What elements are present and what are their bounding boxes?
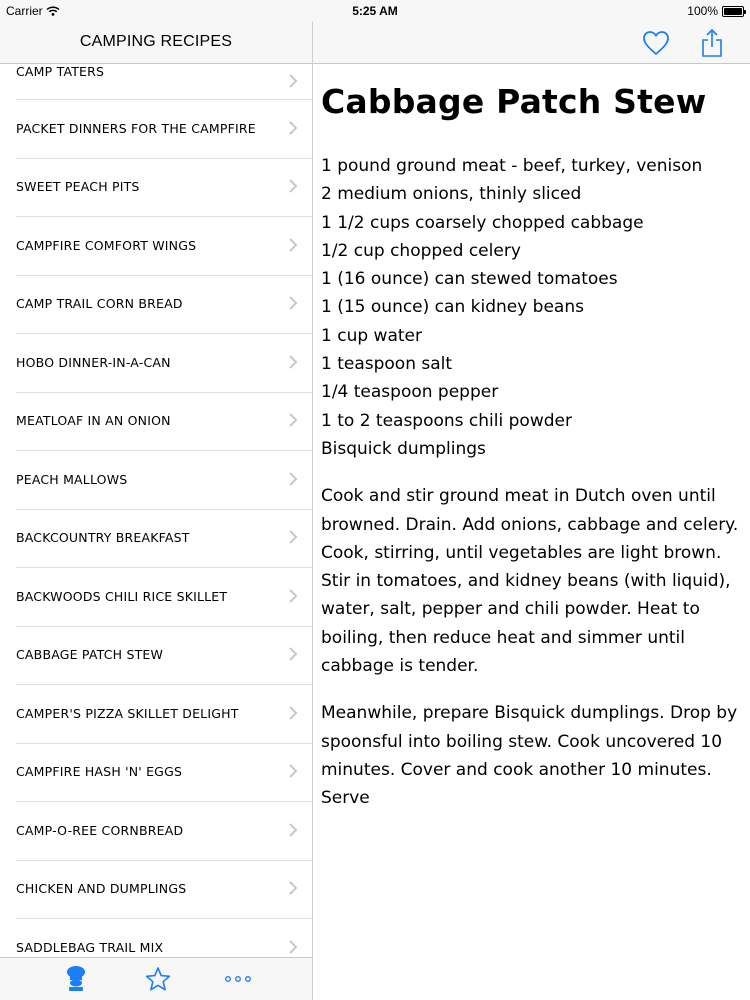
chevron-right-icon xyxy=(288,178,298,194)
ingredient-item: 1 to 2 teaspoons chili powder xyxy=(321,410,572,431)
detail-navigation-bar xyxy=(313,22,750,64)
chevron-right-icon xyxy=(288,412,298,428)
list-item-label: PACKET DINNERS FOR THE CAMPFIRE xyxy=(16,120,256,136)
chevron-right-icon xyxy=(288,763,298,779)
heart-icon xyxy=(642,30,670,56)
directions-paragraph: Cook and stir ground meat in Dutch oven until browned. Drain. Add onions, cabbage and celery. Cook, stirring, until vegetables are light brown. Stir in tomatoes, and kidney beans (with liquid), water, salt, pepper and chili powder. Heat to boiling, then reduce heat and simmer until cabbage is tender. xyxy=(321,486,739,677)
master-title: CAMPING RECIPES xyxy=(79,33,233,50)
list-item[interactable] xyxy=(16,159,312,218)
chevron-right-icon xyxy=(288,705,298,721)
star-icon xyxy=(145,966,171,992)
list-item-selected[interactable] xyxy=(16,627,312,686)
ingredient-item: 1/2 cup chopped celery xyxy=(321,240,521,261)
ingredient-item: 1/4 teaspoon pepper xyxy=(321,382,499,403)
favorite-button[interactable] xyxy=(639,26,673,60)
list-item-label: CAMP TRAIL CORN BREAD xyxy=(16,296,183,311)
ingredient-item: 1 (16 ounce) can stewed tomatoes xyxy=(321,269,618,290)
ingredient-item: 1 (15 ounce) can kidney beans xyxy=(321,297,584,318)
tab-bar xyxy=(0,957,312,1000)
ingredient-item: 1 teaspoon salt xyxy=(321,354,453,375)
recipe-list[interactable] xyxy=(0,64,312,957)
list-item[interactable] xyxy=(16,64,312,100)
chevron-right-icon xyxy=(288,237,298,253)
share-icon xyxy=(701,28,723,58)
list-item-label: BACKWOODS CHILI RICE SKILLET xyxy=(16,588,228,604)
chef-icon xyxy=(64,965,88,993)
battery xyxy=(687,4,744,18)
list-item-label: BACKCOUNTRY BREAKFAST xyxy=(16,530,190,545)
list-item-label: MEATLOAF IN AN ONION xyxy=(16,413,171,428)
chevron-right-icon xyxy=(288,120,298,136)
tab-favorites[interactable] xyxy=(142,964,174,994)
chevron-right-icon xyxy=(288,939,298,955)
list-item[interactable] xyxy=(16,802,312,861)
recipe-title: Cabbage Patch Stew xyxy=(321,82,707,121)
list-item-label: SWEET PEACH PITS xyxy=(16,179,140,194)
chevron-right-icon xyxy=(288,822,298,838)
list-item[interactable] xyxy=(16,217,312,276)
list-item-label: CAMPFIRE HASH 'N' EGGS xyxy=(16,764,183,779)
list-item[interactable] xyxy=(16,393,312,452)
list-item[interactable] xyxy=(16,919,312,957)
chevron-right-icon xyxy=(288,880,298,896)
list-item[interactable] xyxy=(16,276,312,335)
chevron-right-icon xyxy=(288,646,298,662)
list-item[interactable] xyxy=(16,100,312,159)
carrier-label: Carrier xyxy=(6,4,43,18)
list-item[interactable] xyxy=(16,451,312,510)
list-item[interactable] xyxy=(16,744,312,803)
master-navigation-bar xyxy=(0,22,312,64)
battery-icon xyxy=(722,6,744,17)
list-item-label: PEACH MALLOWS xyxy=(16,471,128,487)
list-item-label: CAMPER'S PIZZA SKILLET DELIGHT xyxy=(16,705,239,721)
chevron-right-icon xyxy=(288,295,298,311)
chevron-right-icon xyxy=(288,354,298,370)
tab-more[interactable] xyxy=(222,964,254,994)
ingredient-item: 2 medium onions, thinly sliced xyxy=(321,184,582,205)
battery-percent: 100% xyxy=(687,4,718,18)
ingredient-item: 1 cup water xyxy=(321,325,422,346)
recipe-detail xyxy=(321,72,741,813)
list-item-label: CAMP-O-REE CORNBREAD xyxy=(16,822,184,838)
tab-recipes[interactable] xyxy=(60,964,92,994)
list-item-label: CAMP TATERS xyxy=(16,64,105,79)
list-item-label: CAMPFIRE COMFORT WINGS xyxy=(16,237,197,253)
list-item-label: CHICKEN AND DUMPLINGS xyxy=(16,881,187,896)
ingredient-item: 1 pound ground meat - beef, turkey, venison xyxy=(321,156,703,176)
status-bar xyxy=(0,0,750,22)
list-item[interactable] xyxy=(16,510,312,569)
more-icon xyxy=(224,975,252,983)
ingredient-item: 1 1/2 cups coarsely chopped cabbage xyxy=(321,212,644,233)
ingredient-item: Bisquick dumplings xyxy=(321,438,486,459)
list-item[interactable] xyxy=(16,861,312,920)
list-item-label: SADDLEBAG TRAIL MIX xyxy=(16,939,164,955)
list-item[interactable] xyxy=(16,334,312,393)
chevron-right-icon xyxy=(288,73,298,89)
list-item[interactable] xyxy=(16,685,312,744)
chevron-right-icon xyxy=(288,588,298,604)
chevron-right-icon xyxy=(288,471,298,487)
list-item-label: HOBO DINNER-IN-A-CAN xyxy=(16,354,171,370)
ingredient-list xyxy=(321,152,741,463)
master-pane xyxy=(0,0,313,1000)
list-item-label: CABBAGE PATCH STEW xyxy=(16,647,164,662)
chevron-right-icon xyxy=(288,529,298,545)
share-button[interactable] xyxy=(695,26,729,60)
list-item[interactable] xyxy=(16,568,312,627)
clock: 5:25 AM xyxy=(352,4,398,18)
directions-paragraph: Meanwhile, prepare Bisquick dumplings. Drop by spoonsful into boiling stew. Cook uncovered 10 minutes. Cover and cook another 10 minutes. Serve xyxy=(321,703,738,809)
